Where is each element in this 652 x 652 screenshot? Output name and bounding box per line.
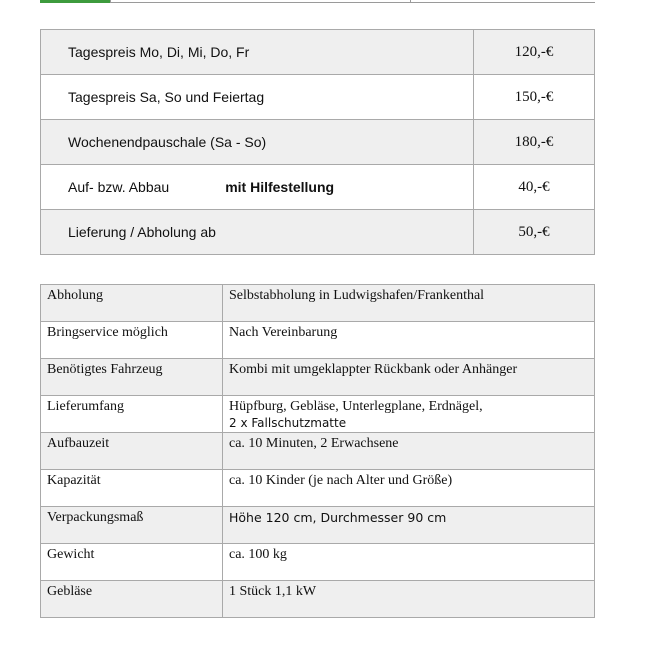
details-row	[41, 507, 595, 544]
price-label: Lieferung / Abholung ab	[68, 224, 216, 240]
details-value: Kombi mit umgeklappter Rückbank oder Anhänger	[223, 359, 595, 396]
details-value: ca. 10 Minuten, 2 Erwachsene	[223, 433, 595, 470]
price-value: 120,-€	[474, 30, 595, 75]
details-row	[41, 359, 595, 396]
green-accent-bar	[40, 0, 110, 3]
price-label-cell	[41, 165, 474, 210]
details-value: ca. 100 kg	[223, 544, 595, 581]
price-row	[41, 120, 595, 165]
price-label-cell	[41, 75, 474, 120]
top-table-edge	[40, 0, 595, 3]
price-value: 150,-€	[474, 75, 595, 120]
details-key: Verpackungsmaß	[41, 507, 223, 544]
details-key: Kapazität	[41, 470, 223, 507]
details-value: Hüpfburg, Gebläse, Unterlegplane, Erdnägel,	[229, 399, 483, 414]
details-value: Höhe 120 cm, Durchmesser 90 cm	[223, 507, 595, 544]
price-label: Wochenendpauschale (Sa - So)	[68, 134, 267, 150]
details-value-cell	[223, 396, 595, 433]
details-key: Abholung	[41, 285, 223, 322]
price-row	[41, 30, 595, 75]
price-label-cell	[41, 210, 474, 255]
details-row	[41, 285, 595, 322]
details-key: Benötigtes Fahrzeug	[41, 359, 223, 396]
price-label: Tagespreis Sa, So und Feiertag	[68, 89, 265, 105]
details-key: Aufbauzeit	[41, 433, 223, 470]
details-key: Bringservice möglich	[41, 322, 223, 359]
details-table	[40, 284, 595, 618]
details-value: ca. 10 Kinder (je nach Alter und Größe)	[223, 470, 595, 507]
details-key: Gebläse	[41, 581, 223, 618]
column-divider	[110, 0, 111, 3]
details-value: Selbstabholung in Ludwigshafen/Frankenthal	[223, 285, 595, 322]
price-label: Auf- bzw. Abbau	[68, 179, 170, 195]
price-table	[40, 29, 595, 255]
details-key: Gewicht	[41, 544, 223, 581]
details-key: Lieferumfang	[41, 396, 223, 433]
price-value: 50,-€	[474, 210, 595, 255]
price-row	[41, 75, 595, 120]
price-value: 40,-€	[474, 165, 595, 210]
price-value: 180,-€	[474, 120, 595, 165]
details-value: 1 Stück 1,1 kW	[223, 581, 595, 618]
details-value-line2: 2 x Fallschutzmatte	[229, 416, 347, 430]
details-row	[41, 544, 595, 581]
price-note: mit Hilfestellung	[225, 179, 335, 195]
details-row	[41, 433, 595, 470]
price-row	[41, 210, 595, 255]
details-row	[41, 396, 595, 433]
price-label-cell	[41, 120, 474, 165]
column-divider	[410, 0, 411, 3]
details-value: Nach Vereinbarung	[223, 322, 595, 359]
details-row	[41, 470, 595, 507]
price-row	[41, 165, 595, 210]
details-row	[41, 322, 595, 359]
price-label-cell	[41, 30, 474, 75]
price-label: Tagespreis Mo, Di, Mi, Do, Fr	[68, 44, 250, 60]
details-row	[41, 581, 595, 618]
